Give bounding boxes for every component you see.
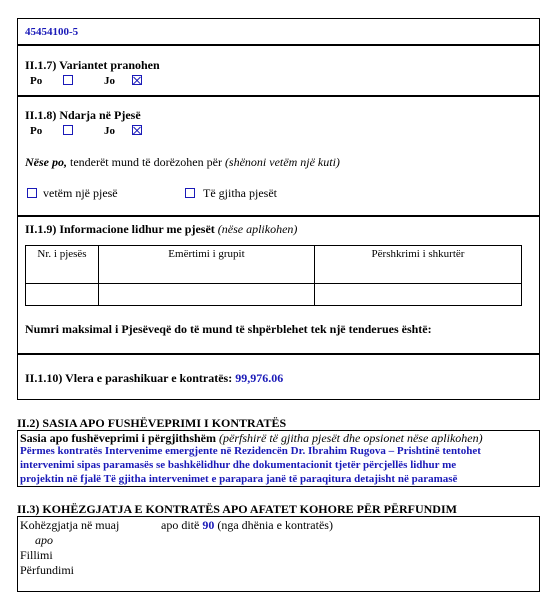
col-short-description: Përshkrimi i shkurtër [315,246,522,284]
duration-days-suffix: (nga dhënia e kontratës) [217,518,333,532]
cpv-box [17,18,540,45]
variants-no-checkbox-checked[interactable] [132,75,142,85]
scope-label: Sasia apo fushëveprimi i përgjithshëm [20,431,217,445]
scope-note: (përfshirë të gjitha pjesët dhe opsionet nëse aplikohen) [219,431,483,445]
col-lot-number: Nr. i pjesës [26,246,99,284]
duration-or-label: apo [35,533,53,547]
duration-days-value: 90 [202,518,215,532]
lots-if-yes: Nëse po, [25,155,67,169]
duration-days-prefix: apo ditë [161,518,200,532]
lots-one-checkbox[interactable] [27,188,37,198]
scope-line-3: projektin në fjalë Të gjitha intervenimet e parapara janë të paraqitura detajisht në paramasë [20,473,458,485]
lots-if-yes-note: (shënoni vetëm një kuti) [224,155,340,169]
variants-yes-checkbox[interactable] [63,75,73,85]
scope-line-1: Përmes kontratës Intervenime emergjente në Rezidencën Dr. Ibrahim Rugova – Prishtinë tentohet [20,445,481,457]
lots-all-checkbox[interactable] [185,188,195,198]
variants-no-label: Jo [104,75,115,87]
cpv-code: 45454100-5 [25,26,79,38]
cell-short-description[interactable] [315,284,522,306]
lots-yes-checkbox[interactable] [63,125,73,135]
lots-heading: II.1.8) Ndarja në Pjesë [25,108,141,122]
cell-group-name[interactable] [99,284,315,306]
cell-lot-number[interactable] [26,284,99,306]
duration-days-row [161,518,333,533]
max-lots-label: Numri maksimal i Pjesëveqë do të mund të shpërblehet tek një tenderues është: [25,322,432,336]
lots-instruction [25,155,340,170]
lots-table [25,245,522,306]
estimated-value-row [25,371,283,386]
variants-heading: II.1.7) Variantet pranohen [25,58,160,72]
lot-info-heading [25,222,297,237]
lot-info-note: (nëse aplikohen) [217,222,298,236]
col-group-name: Emërtimi i grupit [99,246,315,284]
scope-section-title: II.2) SASIA APO FUSHËVEPRIMI I KONTRATËS [17,416,287,430]
lots-no-checkbox-checked[interactable] [132,125,142,135]
duration-months-label: Kohëzgjatja në muaj [20,518,120,532]
lots-one-label: vetëm një pjesë [43,186,118,200]
duration-start-label: Fillimi [20,548,53,562]
lots-no-label: Jo [104,125,115,137]
lot-info-title: II.1.9) Informacione lidhur me pjesët [25,222,215,236]
lots-yes-label: Po [30,125,43,137]
variants-yes-label: Po [30,75,43,87]
duration-section-title: II.3) KOHËZGJATJA E KONTRATËS APO AFATET KOHORE PËR PËRFUNDIM [17,502,457,516]
estimated-value-amount: 99,976.06 [235,371,284,385]
scope-label-row [20,431,483,446]
duration-end-label: Përfundimi [20,563,74,577]
scope-line-2: intervenimi sipas paramasës se bashkëlidhur dhe dokumentacionit tjetër përcjellës lidhur me [20,459,457,471]
estimated-value-label: II.1.10) Vlera e parashikuar e kontratës: [25,371,233,385]
lots-if-yes-text: tenderët mund të dorëzohen për [67,155,225,169]
lots-all-label: Të gjitha pjesët [203,186,277,200]
